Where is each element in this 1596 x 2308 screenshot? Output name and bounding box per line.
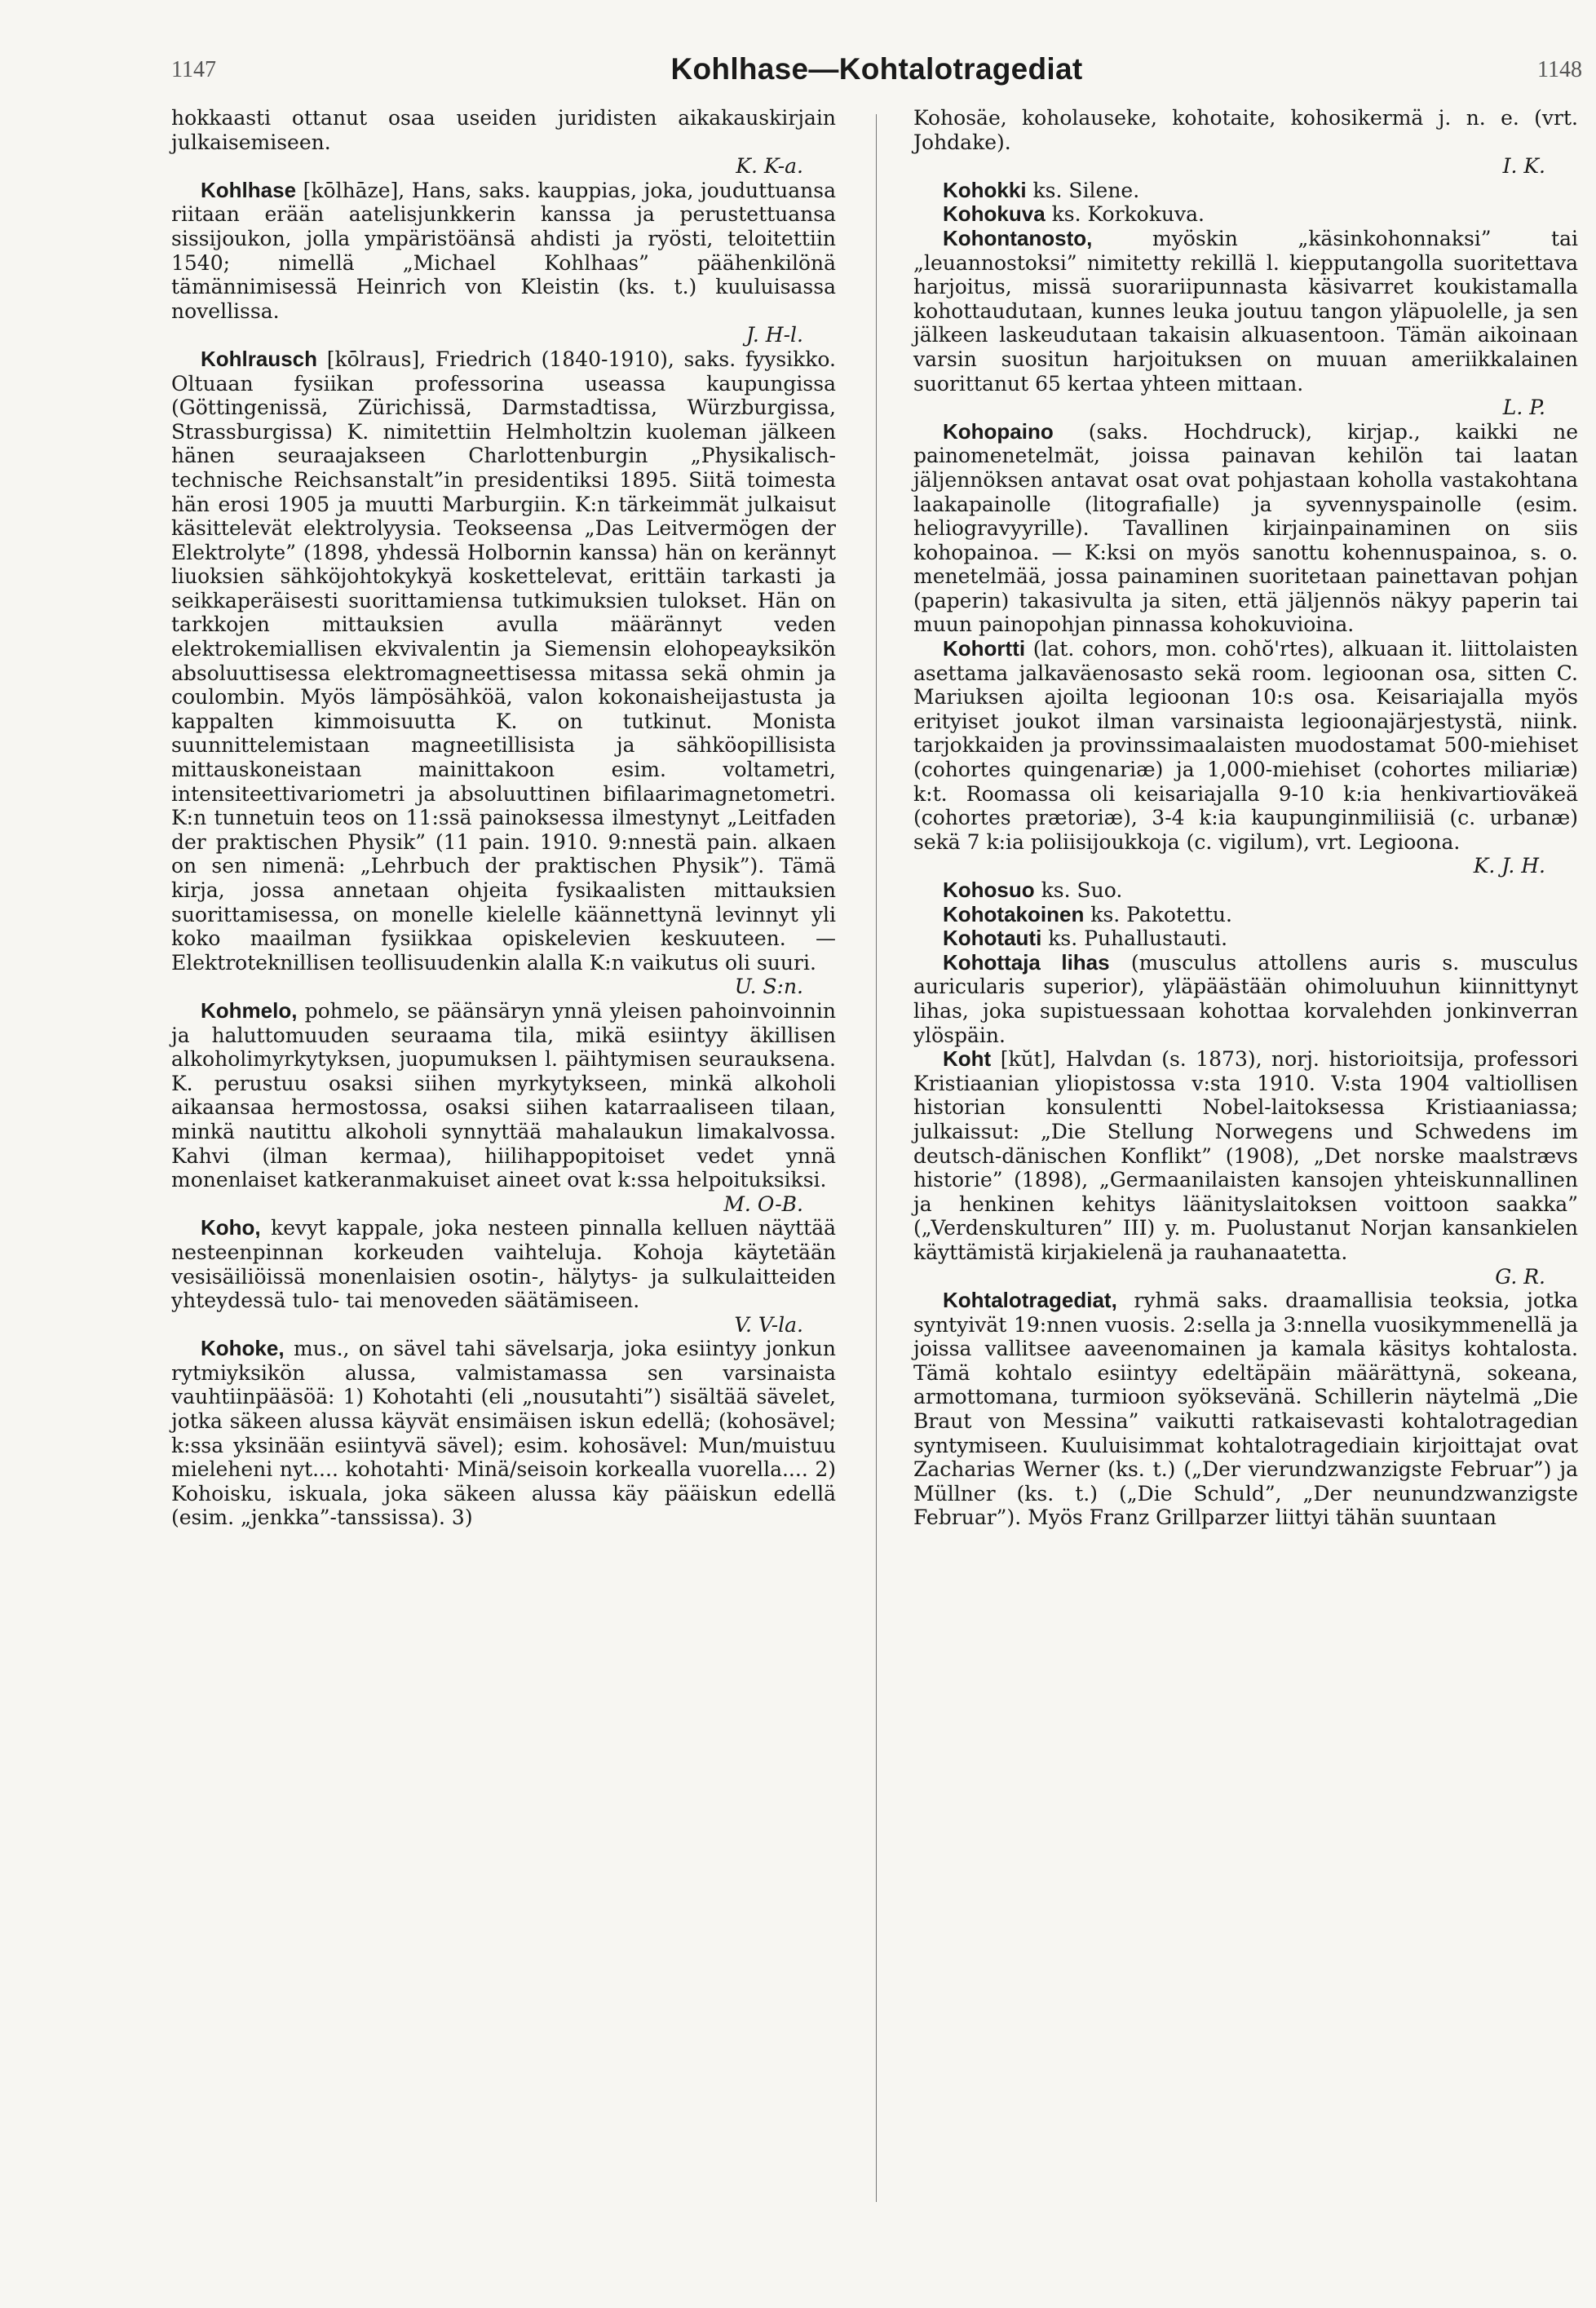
entry-headword: Kohlrausch bbox=[201, 346, 318, 371]
author-signature: L. P. bbox=[1502, 396, 1545, 420]
entry-headword: Koho, bbox=[201, 1215, 261, 1240]
entry-text: (lat. cohors, mon. cohŏ'rtes), alkuaan it. liittolaisten asettama jalkaväenosasto sekä room. legioonan osa, sitten C. Mariuksen ajoilta legioonan 10:s osa. Keisariajalla myös erityiset joukot ilman varsinaista legioonajärjestystä, niink. tarjokkaiden ja provinssimaalaisten muodostamat 500-miehiset (cohortes quingenariæ) ja 1,000-miehiset (cohortes miliariæ) k:t. Roomassa oli keisariajalla 9-10 k:ia henkivartioväkeä (cohortes prætoriæ), 3-4 k:ia kaupunginmiliisiä (c. urbanæ) sekä 7 k:ia poliisijoukkoja (c. vigilum), vrt. Legioona. bbox=[913, 637, 1578, 854]
entry-text: [kōlraus], Friedrich (1840-1910), saks. fyysikko. Oltuaan fysiikan professorina useassa kaupungissa (Göttingenissä, Zürichissä, Darmstadtissa, Würzburgissa, Strassburgissa) K. nimitettiin Helmholtzin kuoleman jälkeen hänen seuraajakseen Charlottenburgin „Physikalisch-technische Reichsanstalt”in presidentiksi 1895. Siitä toimesta hän erosi 1905 ja muutti Marburgiin. K:n tärkeimmät julkaisut käsittelevät elektrolyysia. Teokseensa „Das Leitvermögen der Elektrolyte” (1898, yhdessä Holbornin kanssa) hän on kerännyt liuoksien sähköjohtokykyä koskettelevat, erittäin tarkasti ja seikkaperäisesti suorittamiensa tutkimuksien tulokset. Hän on tarkkojen mittauksien avulla määrännyt veden elektrokemiallisen ekvivalentin ja Siemensin elohopeayksikön absoluuttisessa elektromagneettisessa mitassa sekä ohmin ja coulombin. Myös lämpösähköä, valon kokonaisheijastusta ja kappalten kimmoisuutta K. on tutkinut. Monista suunnittelemistaan magneetillisista ja sähköopillisista mittauskoneistaan mainittakoon esim. voltametri, intensiteettivariometri ja absoluuttinen bifilaarimagnetometri. K:n tunnetuin teos on 11:ssä painoksessa ilmestynyt „Leitfaden der praktischen Physik” (11 pain. 1910. 9:nnestä pain. alkaen on sen nimenä: „Lehrbuch der praktischen Physik”). Tämä kirja, jossa annetaan ohjeita fysikaalisten mittauksien suorittamisessa, on monelle kielelle käännettynä levinnyt yli koko maailman fysiikkaa opiskelevien keskuuteen. — Elektroteknillisen teollisuudenkin alalla K:n vaikutus oli suuri. bbox=[171, 347, 836, 975]
entry bbox=[913, 106, 1578, 179]
entry-headword: Kohokuva bbox=[943, 201, 1046, 227]
entry-headword: Kohotakoinen bbox=[943, 901, 1085, 926]
entry bbox=[913, 420, 1578, 637]
entry-text: hokkaasti ottanut osaa useiden juridisten aikakauskirjain julkaisemiseen. bbox=[171, 106, 836, 154]
author-signature: K. K-a. bbox=[736, 154, 803, 179]
author-signature: J. H-l. bbox=[745, 323, 803, 347]
entry bbox=[913, 926, 1578, 951]
entry-text: ks. Pakotettu. bbox=[1090, 902, 1232, 926]
entry bbox=[913, 951, 1578, 1047]
entry-text: (saks. Hochdruck), kirjap., kaikki ne painomenetelmät, joissa painavan kehilön tai laatan jäljennöksen antavat osat ovat pohjastaan koholla vastakohtana laakapainolle (litografialle) ja syvennyspainolle (esim. heliogravyyrille). Tavallinen kirjainpainaminen on siis kohopainoa. — K:ksi on myös sanottu kohennuspainoa, s. o. menetelmää, jossa painaminen suoritetaan painettavan pohjan (paperin) takasivulta ja siten, että jäljennös näkyy paperin tai muun painopohjan pinnassa kohokuvioina. bbox=[913, 419, 1578, 637]
entry bbox=[171, 179, 836, 347]
author-signature: K. J. H. bbox=[1473, 854, 1545, 878]
left-column bbox=[171, 106, 836, 1530]
entry-headword: Kohmelo, bbox=[201, 997, 298, 1023]
entry bbox=[913, 903, 1578, 927]
entry-text: ks. Puhallustauti. bbox=[1048, 926, 1228, 951]
entry bbox=[913, 878, 1578, 903]
author-signature: M. O-B. bbox=[723, 1192, 803, 1216]
entry bbox=[913, 179, 1578, 203]
entry bbox=[171, 1337, 836, 1530]
entry-headword: Koht bbox=[943, 1046, 992, 1072]
entry-headword: Kohottaja lihas bbox=[943, 949, 1110, 975]
entry-text: ks. Suo. bbox=[1041, 878, 1123, 902]
entry bbox=[171, 347, 836, 999]
author-signature: G. R. bbox=[1495, 1264, 1545, 1289]
running-title: Kohlhase—Kohtalotragediat bbox=[670, 52, 1083, 86]
entry-text: pohmelo, se päänsäryn ynnä yleisen pahoinvoinnin ja haluttomuuden seuraama tila, mikä esiintyy äkillisen alkoholimyrkytyksen, juopumuksen l. päihtymisen seurauksena. K. perustuu osaksi siihen myrkytykseen, minkä alkoholi aikaansaa hermostossa, osaksi siihen katarraaliseen tilaan, minkä nautittu alkoholi synnyttää mahalaukun limakalvossa. Kahvi (ilman kermaa), hiilihappopitoiset vedet ynnä monenlaiset katkeranmakuiset aineet ovat k:ssa helpoituksiksi. bbox=[171, 998, 837, 1192]
entry-headword: Kohotauti bbox=[943, 926, 1042, 951]
entry bbox=[913, 1289, 1578, 1530]
entry-text: ks. Silene. bbox=[1032, 178, 1140, 202]
entry-headword: Kohortti bbox=[943, 636, 1026, 661]
entry bbox=[913, 227, 1578, 420]
entry-text: ryhmä saks. draamallisia teoksia, jotka syntyivät 19:nnen vuosis. 2:sella ja 3:nnella vuosikymmenellä ja joissa vallitsee aaveenomainen ja kamala käsitys kohtalosta. Tämä kohtalo esiintyy edeltäpäin määrättynä, sokeana, armottomana, turmioon syöksevänä. Schillerin näytelmä „Die Braut von Messina” vaikutti ratkaisevasti kohtalotragedian syntymiseen. Kuuluisimmat kohtalotragediain kirjoittajat ovat Zacharias Werner (ks. t.) („Der vierundzwanzigste Februar”) ja Müllner (ks. t.) („Die Schuld”, „Der neunundzwanzigste Februar”). Myös Franz Grillparzer liittyi tähän suuntaan bbox=[913, 1289, 1578, 1530]
entry bbox=[913, 1047, 1578, 1289]
entry-text: [kōlhāze], Hans, saks. kauppias, joka, jouduttuansa riitaan erään aatelisjunkkerin kanssa ja perustettuansa sissijoukon, jolla ympäristöänsä ahdisti ja ryösti, teloitettiin 1540; nimellä „Michael Kohlhaas” päähenkilönä tämännimisessä Heinrich von Kleistin (ks. t.) kuuluisassa novellissa. bbox=[171, 178, 836, 323]
entry-text: kevyt kappale, joka nesteen pinnalla kelluen näyttää nesteenpinnan korkeuden vaihteluja. Kohoja käytetään vesisäiliöissä monenlaisien osotin-, hälytys- ja sulkulaitteiden yhteydessä tulo- tai menoveden säätämiseen. bbox=[171, 1216, 837, 1313]
author-signature: U. S:n. bbox=[734, 975, 803, 999]
entry-headword: Kohosuo bbox=[943, 878, 1035, 902]
entry-text: ks. Korkokuva. bbox=[1051, 202, 1205, 227]
entry-text: mus., on sävel tahi sävelsarja, joka esiintyy jonkun rytmiyksikön alussa, valmistamassa sen varsinaista vauhtiinpääsöä: 1) Kohotahti (eli „nousutahti”) sisältää sävelet, jotka säkeen alussa käyvät ensimäisen iskun edellä; (kohosävel; k:ssa yksinään esiintyvä sävel); esim. kohosävel: Mun/muistuu mieleheni nyt.... kohotahti· Minä/seisoin korkealla vuorella.... 2) Kohoisku, iskuala, joka säkeen alussa käy pääiskun edellä (esim. „jenkka”-tanssissa). 3) bbox=[171, 1337, 836, 1530]
page-header bbox=[171, 52, 1582, 98]
entry-headword: Kohlhase bbox=[201, 177, 297, 202]
entry-text: myöskin „käsinkohonnaksi” tai „leuannostoksi” nimitetty rekillä l. kiepputangolla suoritettava harjoitus, missä suorariipunnasta käsivarret koukistamalla kohottaudutaan, kunnes leuka joutuu tangon yläpuolelle, ja sen jälkeen laskeudutaan takaisin alkuasentoon. Tämän aikoinaan varsin suositun harjoituksen on muuan ameriikkalainen suorittanut 65 kertaa yhteen mittaan. bbox=[913, 226, 1578, 396]
page-number-left: 1147 bbox=[171, 57, 216, 82]
entry bbox=[171, 1216, 836, 1337]
entry-text: (musculus attollens auris s. musculus auricularis superior), yläpäästään ohimoluuhun kiinnittynyt lihas, joka supistuessaan kohottaa korvalehden jonkinverran ylöspäin. bbox=[913, 950, 1578, 1047]
page-number-right: 1148 bbox=[1537, 57, 1582, 82]
entry-text: [kŭt], Halvdan (s. 1873), norj. historioitsija, professori Kristiaanian yliopistossa v:sta 1910. V:sta 1904 valtiollisen historian konsulentti Nobel-laitoksessa Kristiaaniassa; julkaissut: „Die Stellung Norwegens und Schwedens im deutsch-dänischen Konflikt” (1908), „Det norske maalstrævs historie” (1898), „Germaanilaisten kansojen yhteiskunnallinen ja henkinen kehitys läänityslaitoksen voittoon saakka” („Verdenskulturen” III) y. m. Puolustanut Norjan kansankielen käyttämistä kirjakielenä ja rauhanaatetta. bbox=[913, 1047, 1578, 1264]
author-signature: V. V-la. bbox=[734, 1312, 803, 1337]
entry bbox=[171, 999, 836, 1216]
entry-headword: Kohontanosto, bbox=[943, 225, 1093, 250]
entry-text: Kohosäe, koholauseke, kohotaite, kohosikermä j. n. e. (vrt. Johdake). bbox=[913, 106, 1578, 154]
column-divider bbox=[876, 114, 877, 2202]
entry-headword: Kohtalotragediat, bbox=[943, 1288, 1117, 1313]
entry bbox=[171, 106, 836, 179]
entry bbox=[913, 637, 1578, 878]
entry-headword: Kohoke, bbox=[201, 1336, 285, 1361]
entry-headword: Kohopaino bbox=[943, 418, 1054, 444]
author-signature: I. K. bbox=[1502, 154, 1545, 179]
entry bbox=[913, 202, 1578, 227]
right-column bbox=[913, 106, 1578, 1530]
entry-headword: Kohokki bbox=[943, 177, 1027, 202]
